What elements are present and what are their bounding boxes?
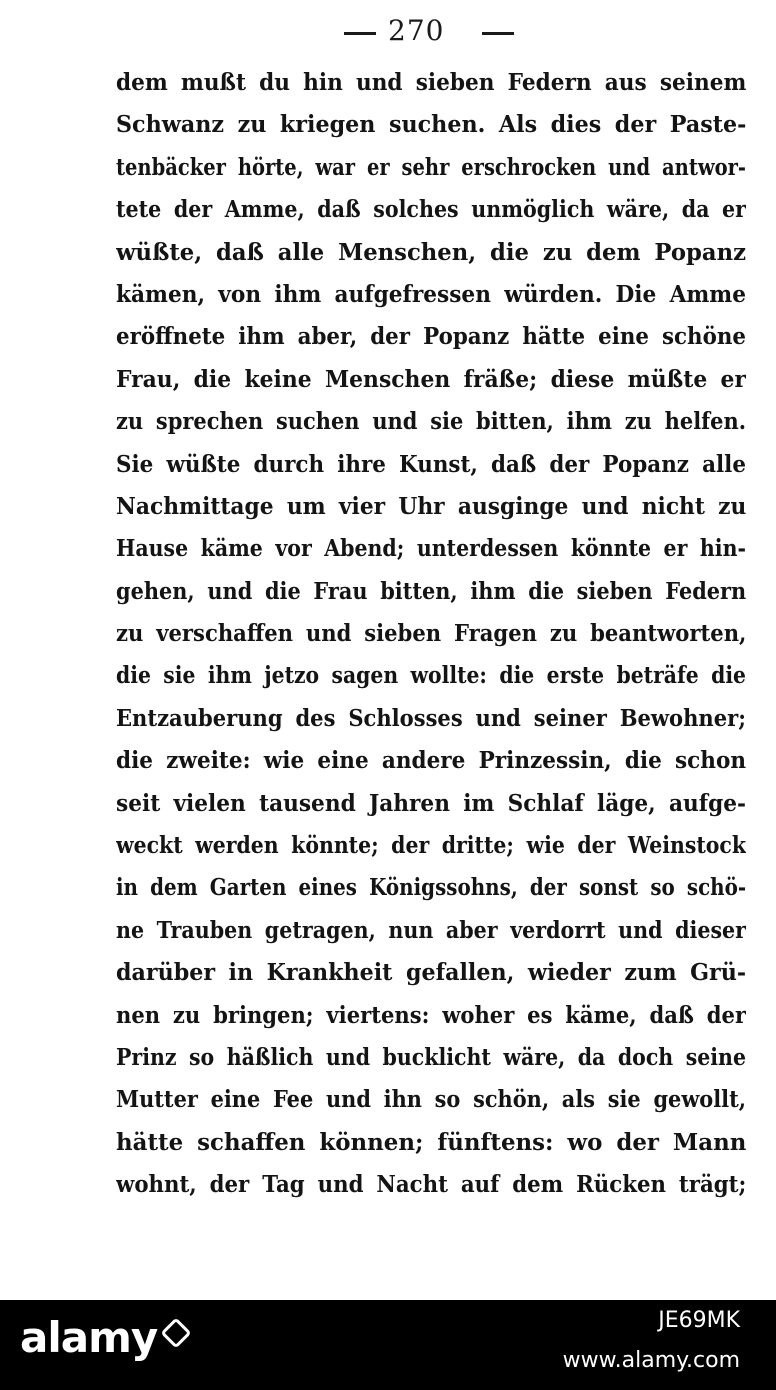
text-line: seit vielen tausend Jahren im Schlaf läge, aufge- [116,789,746,817]
text-line: Hause käme vor Abend; unterdessen könnte er hin- [116,535,747,563]
text-line: Schwanz zu kriegen suchen. Als dies der Paste- [116,111,747,139]
text-line: tenbäcker hörte, war er sehr erschrocken und antwor- [116,153,746,181]
watermark-logo-text: alamy [20,1313,158,1362]
body-text [116,62,746,1207]
text-line: Prinz so häßlich und bucklicht wäre, da doch seine [116,1043,747,1071]
text-line: Frau, die keine Menschen fräße; diese müßte er [116,365,746,393]
text-line: weckt werden könnte; der dritte; wie der Weinstock [116,832,747,860]
header-dash-right [482,32,514,35]
text-line: tete der Amme, daß solches unmöglich wäre, da er [116,196,747,224]
text-line: gehen, und die Frau bitten, ihm die sieben Federn [116,577,747,605]
page-header [0,10,776,50]
watermark-url: www.alamy.com [562,1348,740,1373]
watermark-bar [0,1300,776,1390]
text-line: eröffnete ihm aber, der Popanz hätte eine schöne [116,323,746,351]
text-line: zu verschaffen und sieben Fragen zu beantworten, [116,620,747,648]
text-line: die zweite: wie eine andere Prinzessin, die schon [116,747,746,775]
text-line: nen zu bringen; viertens: woher es käme, daß der [116,1001,746,1029]
text-line: Nachmittage um vier Uhr ausginge und nicht zu [116,492,746,520]
text-line: dem mußt du hin und sieben Federn aus seinem [116,69,747,96]
text-line: zu sprechen suchen und sie bitten, ihm zu helfen. [116,408,746,436]
watermark-image-id: JE69MK [658,1308,740,1333]
text-line: in dem Garten eines Königssohns, der sonst so schö- [116,874,747,902]
header-dash-left [344,32,376,35]
page-number: 270 [388,14,445,47]
text-line: Sie wüßte durch ihre Kunst, daß der Popanz alle [116,450,746,478]
text-line: Entzauberung des Schlosses und seiner Bewohner; [116,704,747,732]
text-line: kämen, von ihm aufgefressen würden. Die Amme [116,280,746,308]
text-line: wüßte, daß alle Menschen, die zu dem Popanz [116,238,747,266]
text-line: ne Trauben getragen, nun aber verdorrt und dieser [116,916,747,944]
text-line: darüber in Krankheit gefallen, wieder zum Grü- [116,959,747,987]
text-line: die sie ihm jetzo sagen wollte: die erste beträfe die [116,662,746,690]
alamy-diamond-icon [161,1317,192,1348]
watermark-logo [20,1313,187,1362]
text-line: wohnt, der Tag und Nacht auf dem Rücken trägt; [116,1171,746,1199]
text-line: Mutter eine Fee und ihn so schön, als sie gewollt, [116,1086,747,1114]
text-line: hätte schaffen können; fünftens: wo der Mann [116,1128,747,1156]
